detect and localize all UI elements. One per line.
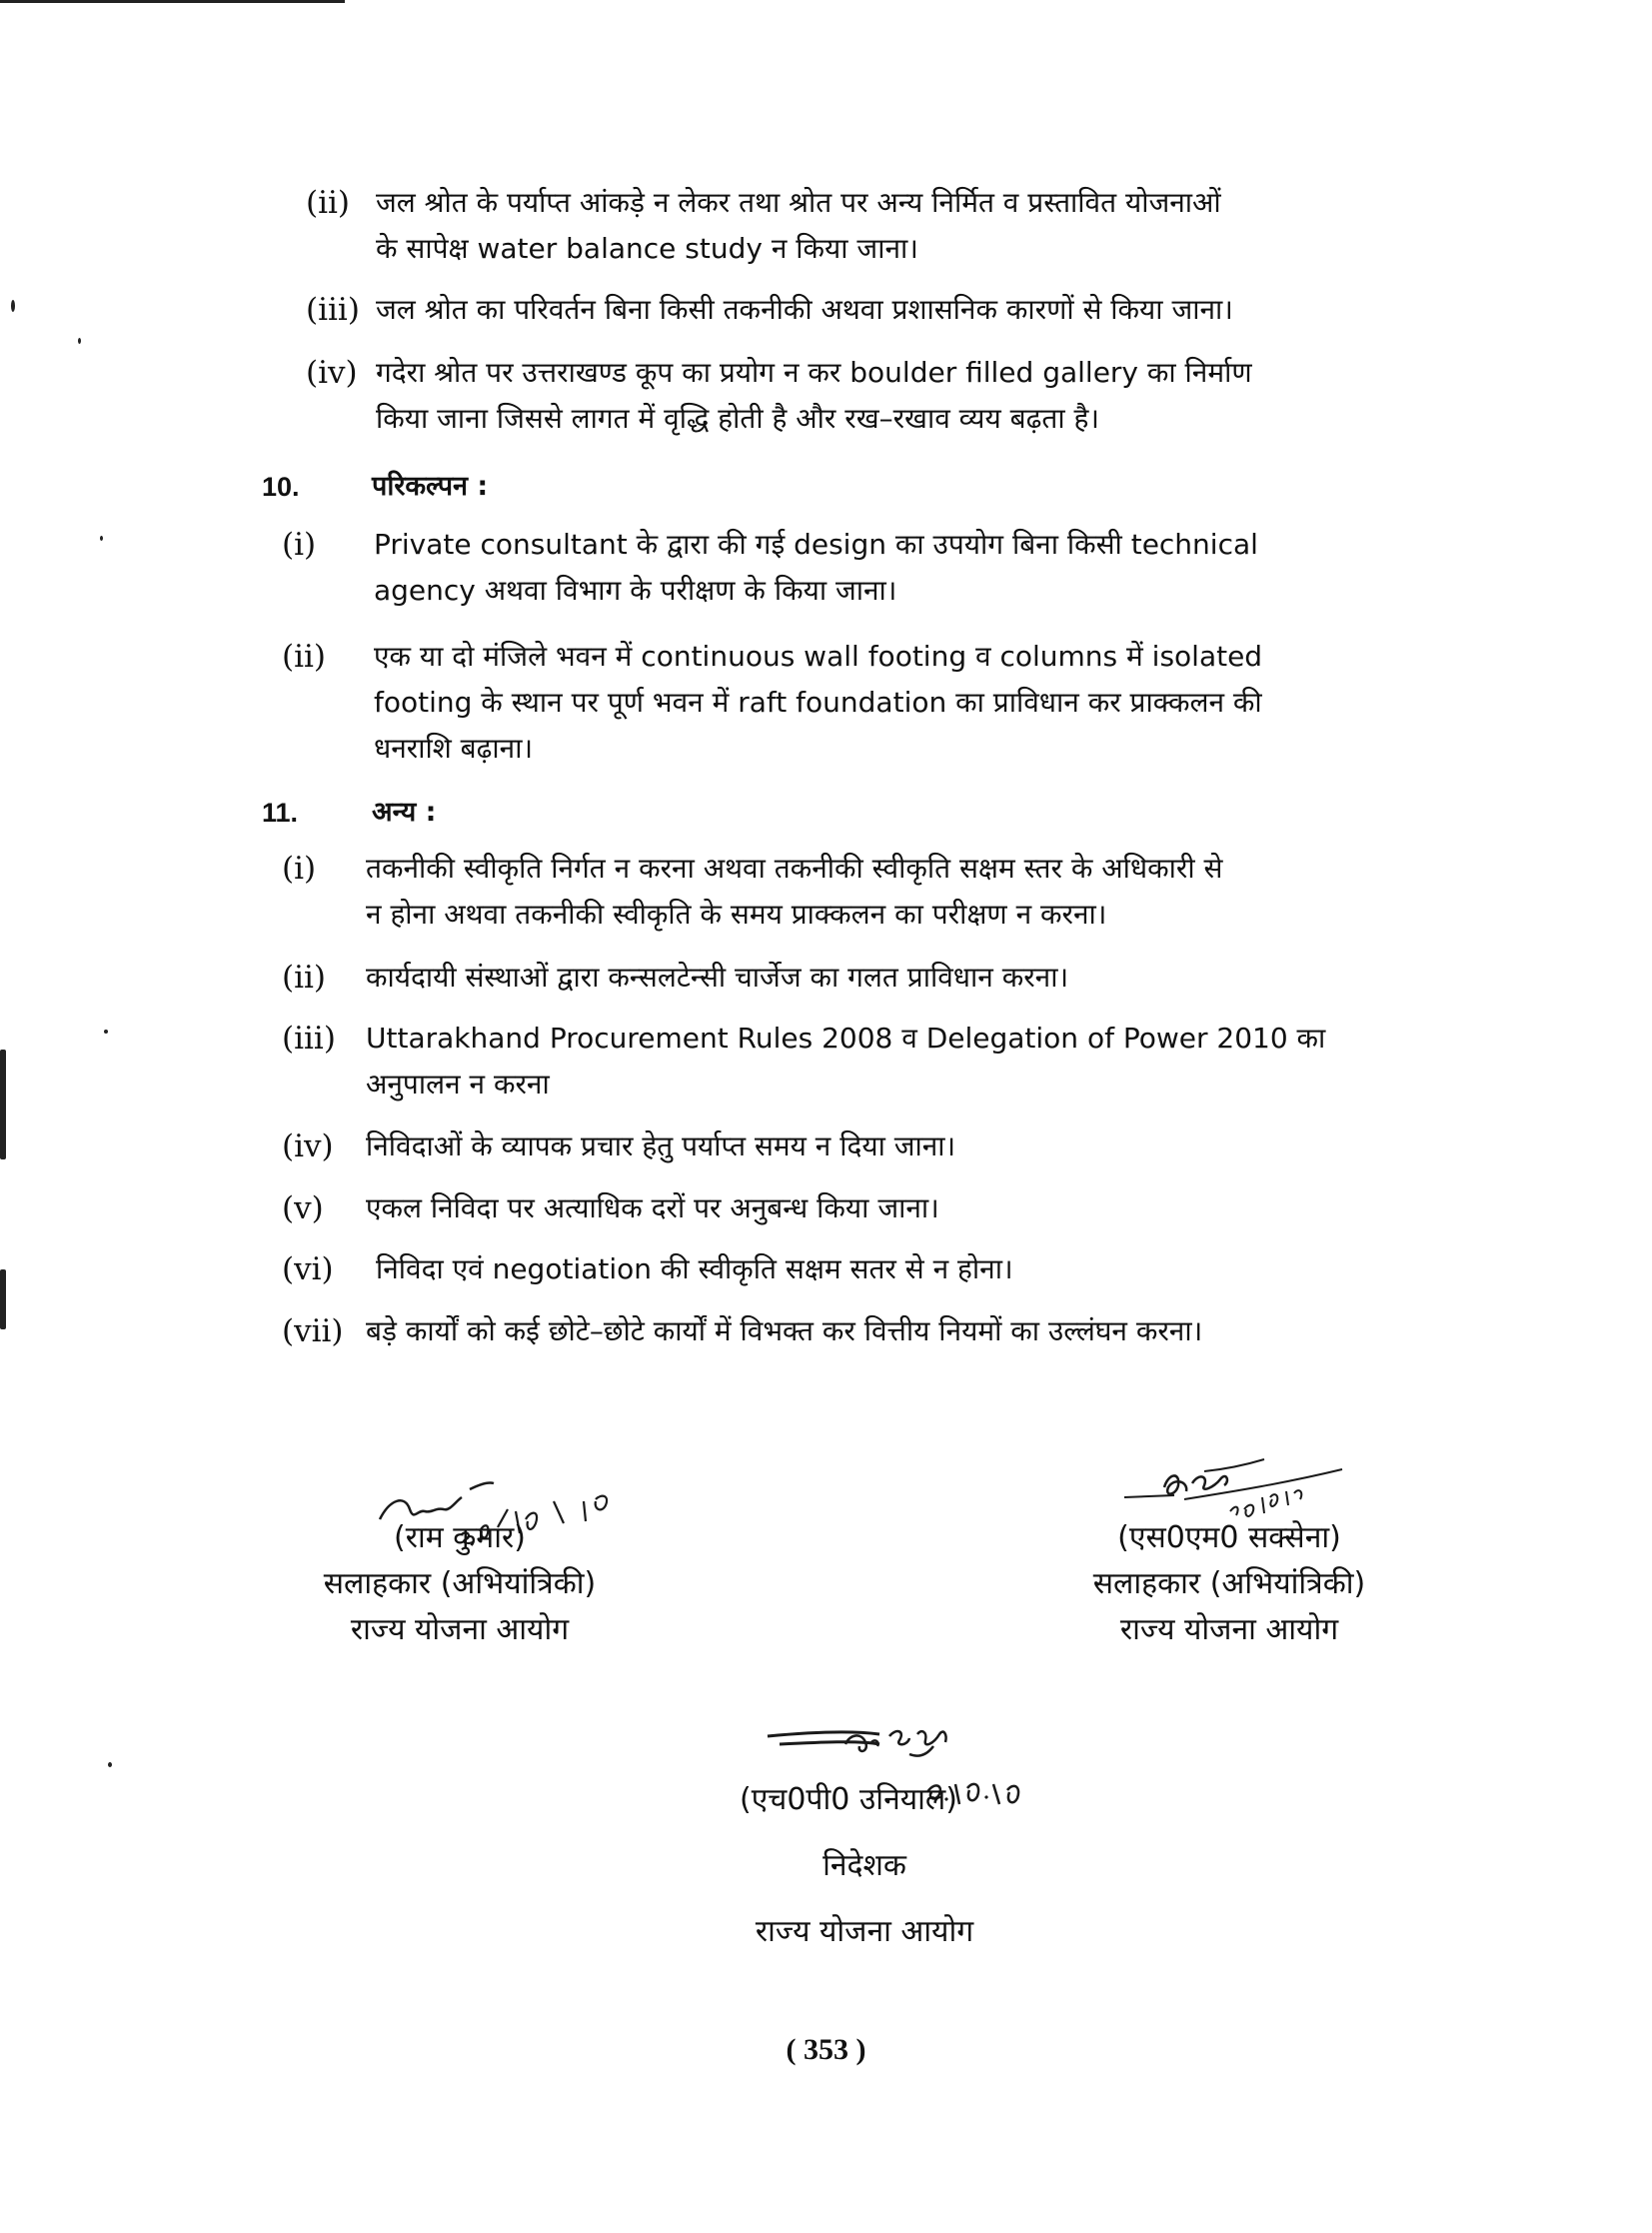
item-text <box>366 1016 1465 1108</box>
item-line: footing के स्थान पर पूर्ण भवन में raft foundation का प्राविधान कर प्राक्कलन की <box>374 686 1262 719</box>
item-number: (v) <box>282 1190 324 1226</box>
item-text <box>374 634 1463 772</box>
signatory-name: (एच0पी0 उनियाल) <box>740 1782 957 1817</box>
item-line: तकनीकी स्वीकृति निर्गत न करना अथवा तकनीकी स्वीकृति सक्षम स्तर के अधिकारी से <box>366 852 1223 885</box>
item-text <box>366 955 1465 1001</box>
signatory-office: राज्य योजना आयोग <box>1119 1612 1339 1647</box>
item-line: धनराशि बढ़ाना। <box>374 732 534 765</box>
scan-top-border <box>0 0 345 3</box>
section-heading: परिकल्पन : <box>372 471 489 502</box>
item-number: (ii) <box>282 960 327 996</box>
item-line: गदेरा श्रोत पर उत्तराखण्ड कूप का प्रयोग न कर boulder filled gallery का निर्माण <box>376 356 1252 389</box>
section-number: 10. <box>262 472 300 502</box>
signatory-office: राज्य योजना आयोग <box>755 1914 974 1949</box>
item-number: (vii) <box>282 1313 344 1349</box>
signatory-designation: सलाहकार (अभियांत्रिकी) <box>323 1566 597 1601</box>
signatory-name: (राम कुमार) <box>394 1520 526 1555</box>
item-number: (iii) <box>282 1021 336 1057</box>
item-text <box>376 287 1465 333</box>
page-number: ( 353 ) <box>786 2033 866 2066</box>
item-line: एकल निविदा पर अत्याधिक दरों पर अनुबन्ध किया जाना। <box>366 1191 939 1224</box>
item-line: एक या दो मंजिले भवन में continuous wall footing व columns में isolated <box>374 640 1263 673</box>
scan-speck <box>108 1762 112 1767</box>
item-line: निविदा एवं negotiation की स्वीकृति सक्षम सतर से न होना। <box>376 1252 1013 1285</box>
item-number: (ii) <box>306 185 351 221</box>
item-line: अनुपालन न करना <box>366 1068 550 1101</box>
signatory-left <box>280 1515 640 1653</box>
item-line: Private consultant के द्वारा की गई design का उपयोग बिना किसी technical <box>374 528 1258 561</box>
item-text <box>374 522 1463 614</box>
item-text <box>376 1246 1465 1292</box>
item-text <box>366 1308 1465 1354</box>
item-number: (iv) <box>306 355 358 391</box>
item-line: कार्यदायी संस्थाओं द्वारा कन्सलटेन्सी चार्जेज का गलत प्राविधान करना। <box>366 961 1069 994</box>
item-number: (i) <box>282 851 317 887</box>
section-heading: अन्य : <box>372 797 437 828</box>
section-number: 11. <box>262 798 299 828</box>
signatory-bottom-designation <box>740 1843 989 1955</box>
scan-speck <box>78 338 81 344</box>
item-line: जल श्रोत के पर्याप्त आंकड़े न लेकर तथा श्रोत पर अन्य निर्मित व प्रस्तावित योजनाओं <box>376 186 1221 219</box>
item-number: (iv) <box>282 1128 334 1164</box>
item-text <box>366 1185 1465 1231</box>
item-line: agency अथवा विभाग के परीक्षण के किया जाना। <box>374 574 897 607</box>
signatory-office: राज्य योजना आयोग <box>350 1612 570 1647</box>
item-line: बड़े कार्यों को कई छोटे–छोटे कार्यों में विभक्त कर वित्तीय नियमों का उल्लंघन करना। <box>366 1314 1203 1347</box>
item-line: Uttarakhand Procurement Rules 2008 व Delegation of Power 2010 का <box>366 1022 1326 1055</box>
item-text <box>366 1123 1465 1169</box>
item-line: किया जाना जिससे लागत में वृद्धि होती है और रख–रखाव व्यय बढ़ता है। <box>376 402 1099 435</box>
signatory-designation: सलाहकार (अभियांत्रिकी) <box>1092 1566 1366 1601</box>
item-number: (iii) <box>306 292 360 328</box>
scan-speck <box>100 536 103 541</box>
scan-speck <box>104 1030 108 1034</box>
signatory-name: (एस0एम0 सक्सेना) <box>1117 1520 1341 1555</box>
item-line: निविदाओं के व्यापक प्रचार हेतु पर्याप्त समय न दिया जाना। <box>366 1129 956 1162</box>
signatory-right <box>1049 1515 1409 1653</box>
item-line: के सापेक्ष water balance study न किया जाना। <box>376 232 918 265</box>
signatory-bottom <box>740 1777 989 1823</box>
scan-speck <box>11 300 15 312</box>
item-line: जल श्रोत का परिवर्तन बिना किसी तकनीकी अथवा प्रशासनिक कारणों से किया जाना। <box>376 293 1233 326</box>
scan-speck <box>0 1050 6 1159</box>
signatory-designation: निदेशक <box>823 1848 906 1883</box>
item-text <box>376 350 1465 442</box>
item-number: (i) <box>282 527 317 563</box>
item-number: (ii) <box>282 639 327 675</box>
scan-speck <box>0 1269 6 1329</box>
item-text <box>376 180 1465 272</box>
item-text <box>366 846 1465 938</box>
item-line: न होना अथवा तकनीकी स्वीकृति के समय प्राक्कलन का परीक्षण न करना। <box>366 898 1107 931</box>
item-number: (vi) <box>282 1251 334 1287</box>
